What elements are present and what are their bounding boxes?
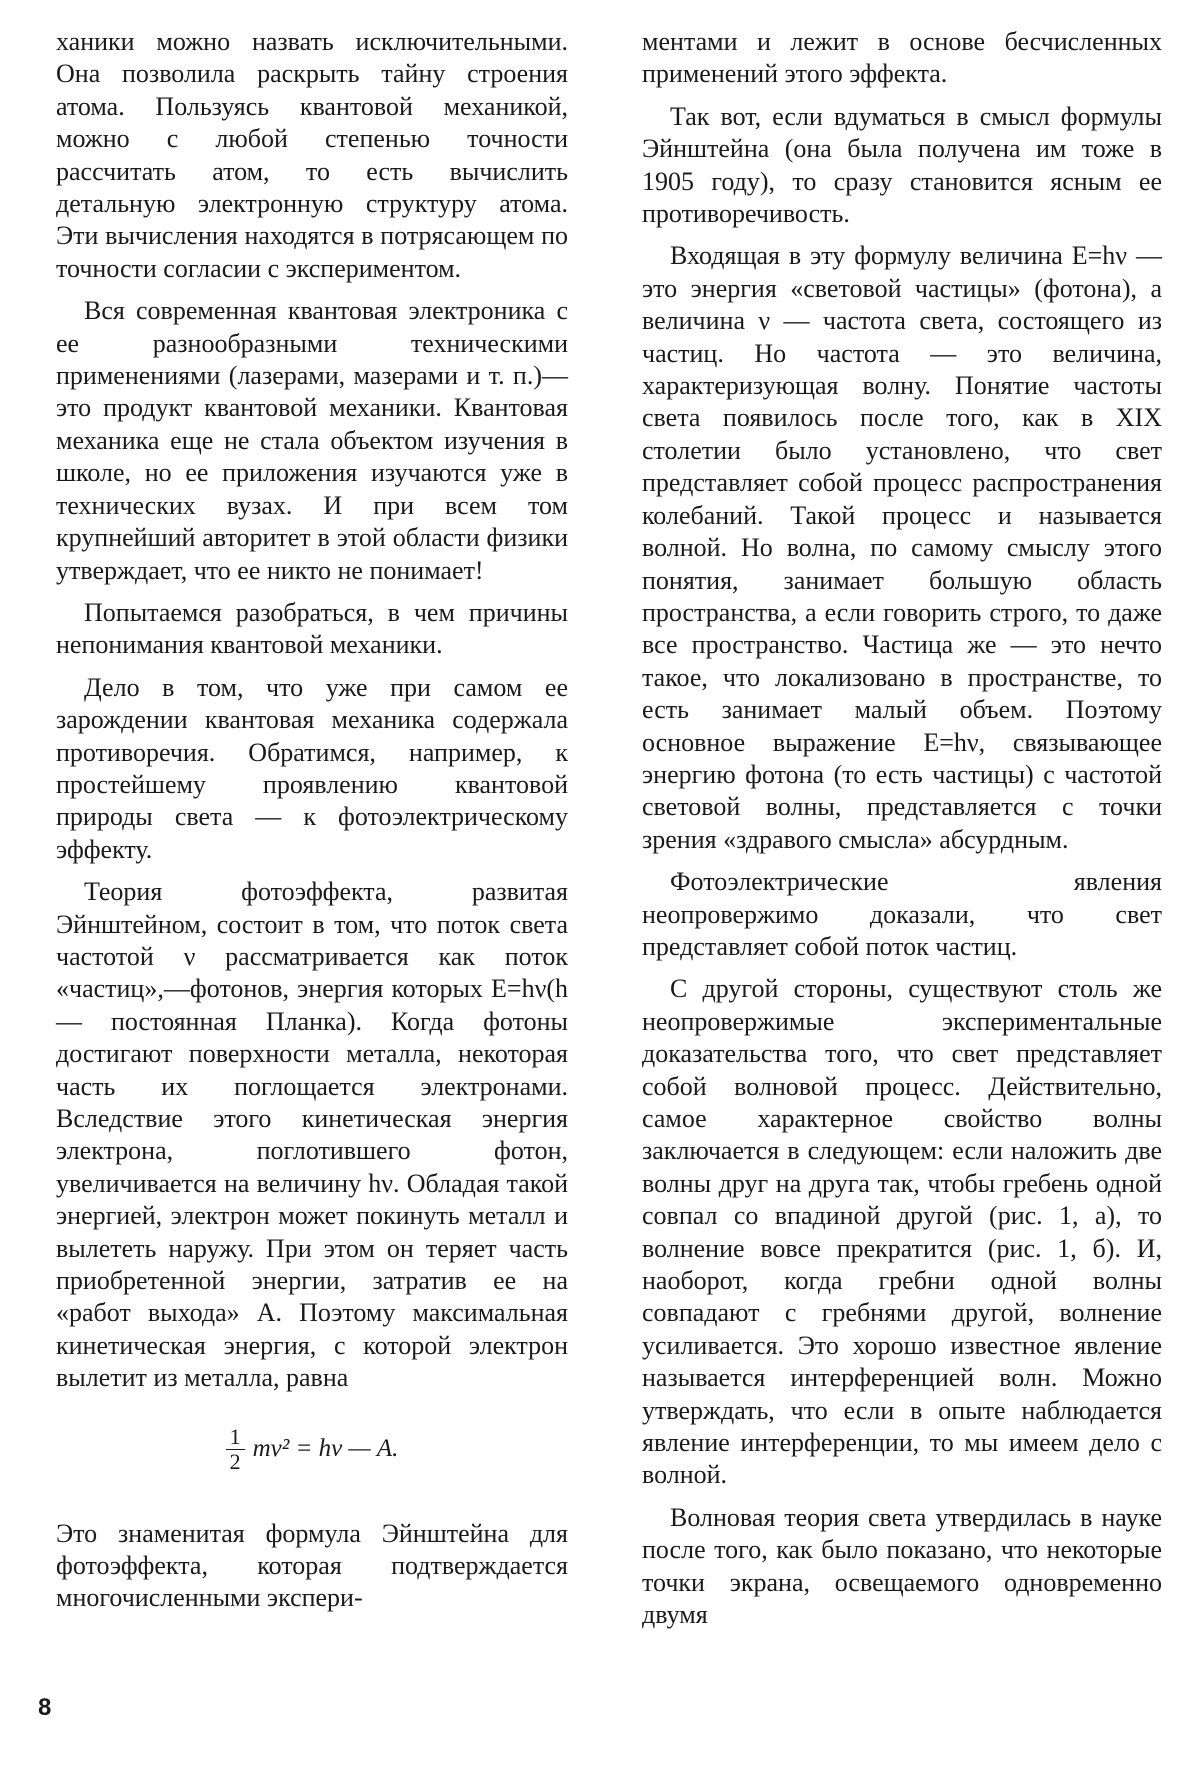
left-column [56,26,568,1625]
formula-fraction [226,1425,245,1474]
paragraph: ханики можно назвать исключительными. Она позволила раскрыть тайну строения атома. Пользуясь квантовой механикой, можно с любой степенью точности рассчитать атом, то есть вычислить детальную электронную структуру атома. Эти вычисления находятся в потрясающем по точности согласии с экспериментом. [56,27,568,283]
paragraph: Теория фотоэффекта, развитая Эйнштейном, состоит в том, что поток света частотой ν рассматривается как поток «частиц»,—фотонов, энергия которых E=hν(h — постоянная Планка). Когда фотоны достигают поверхности металла, некоторая часть их поглощается электронами. Вследствие этого кинетическая энергия электрона, поглотившего фотон, увеличивается на величину hν. Обладая такой энергией, электрон может покинуть металл и вылететь наружу. При этом он теряет часть приобретенной энергии, затратив ее на «работ выхода» A. Поэтому максимальная кинетическая энергия, с которой электрон вылетит из металла, равна [56,877,568,1393]
paragraph: Волновая теория света утвердилась в науке после того, как было показано, что некоторые точки экрана, освещаемого одновременно двумя [642,1502,1162,1630]
einstein-formula [56,1425,568,1474]
page-number: 8 [38,1694,52,1721]
paragraph: Фотоэлектрические явления неопровержимо доказали, что свет представляет собой поток частиц. [642,867,1162,961]
right-column [642,26,1162,1642]
paragraph: С другой стороны, существуют столь же неопровержимые экспериментальные доказательства того, что свет представляет собой волновой процесс. Действительно, самое характерное свойство волны заключается в следующем: если наложить две волны друг на друга так, чтобы гребень одной совпал со впадиной другой (рис. 1, а), то волнение вовсе прекратится (рис. 1, б). И, наоборот, когда гребни одной волны совпадают с гребнями другой, волнение усиливается. Это хорошо известное явление называется интерференцией волн. Можно утверждать, что если в опыте наблюдается явление интерференции, то мы имеем дело с волной. [642,974,1162,1490]
paragraph: ментами и лежит в основе бесчисленных применений этого эффекта. [642,27,1162,89]
formula-expression: mv² = hν — A. [252,1435,399,1463]
formula-numerator: 1 [226,1425,245,1450]
paragraph: Так вот, если вдуматься в смысл формулы Эйнштейна (она была получена им тоже в 1905 году), то сразу становится ясным ее противоречивость. [642,101,1162,229]
paragraph: Это знаменитая формула Эйнштейна для фотоэффекта, которая подтверждается многочисленными экспери- [56,1518,568,1613]
paragraph: Попытаемся разобраться, в чем причины непонимания квантовой механики. [56,597,568,660]
paragraph: Входящая в эту формулу величина E=hν — это энергия «световой частицы» (фотона), а величина ν — частота света, состоящего из частиц. Но частота — это величина, характеризующая волну. Понятие частоты света появилось после того, как в XIX столетии было установлено, что свет представляет собой процесс распространения колебаний. Такой процесс и называется волной. Но волна, по самому смыслу этого понятия, занимает большую область пространства, а если говорить строго, то даже все пространство. Частица же — это нечто такое, что локализовано в пространстве, то есть занимает малый объем. Поэтому основное выражение E=hν, связывающее энергию фотона (то есть частицы) с частотой световой волны, представляется с точки зрения «здравого смысла» абсурдным. [642,241,1162,854]
paragraph: Дело в том, что уже при самом ее зарождении квантовая механика содержала противоречия. Обратимся, например, к простейшему проявлению квантовой природы света — к фотоэлектрическому эффекту. [56,672,568,864]
formula-denominator: 2 [229,1448,241,1474]
paragraph: Вся современная квантовая электроника с ее разнообразными техническими применениями (лазерами, мазерами и т. п.)— это продукт квантовой механики. Квантовая механика еще не стала объектом изучения в школе, но ее приложения изучаются уже в технических вузах. И при всем том крупнейший авторитет в этой области физики утверждает, что ее никто не понимает! [56,296,568,585]
